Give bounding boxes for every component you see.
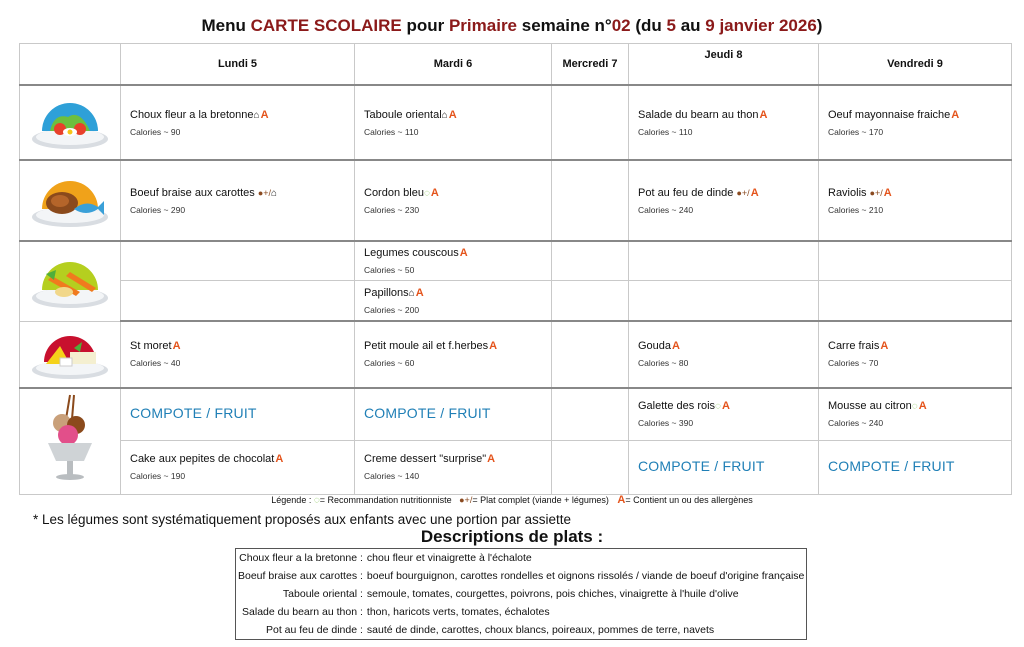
dish-name [130, 340, 345, 352]
allergen-icon: A [617, 494, 626, 506]
dish-label: Papillons [364, 286, 409, 299]
compote-fruit-label: COMPOTE / FRUIT [638, 458, 765, 475]
day-header: Mercredi 7 [552, 44, 629, 86]
description-row [236, 603, 807, 621]
compote-fruit-label: COMPOTE / FRUIT [364, 405, 491, 422]
dish-label: Boeuf braise aux carottes [130, 186, 255, 199]
dish-name [364, 453, 542, 465]
calories: Calories ~ 140 [364, 471, 420, 482]
menu-cell [121, 440, 355, 494]
meat-fish-plate-icon [20, 160, 121, 241]
title-text: ) [816, 16, 823, 35]
allergen-icon: A [672, 340, 680, 353]
dish-name [364, 109, 542, 121]
menu-cell [629, 440, 819, 494]
meat-carrot-icon: ●+/ [459, 495, 473, 505]
compote-fruit-label: COMPOTE / FRUIT [828, 458, 955, 475]
chef-hat-icon: ⌂ [253, 109, 260, 121]
empty-cell [629, 241, 819, 281]
meat-carrot-icon: ●+/ [869, 187, 883, 198]
dish-name [638, 109, 809, 121]
dish-name [364, 247, 542, 259]
calories: Calories ~ 60 [364, 358, 415, 369]
calories: Calories ~ 230 [364, 204, 420, 215]
description-value: boeuf bourguignon, carottes rondelles et oignons rissolés / viande de boeuf d'origine française [366, 570, 805, 582]
allergen-icon: A [489, 340, 498, 353]
chef-hat-icon: ⌂ [441, 109, 448, 121]
empty-cell [552, 321, 629, 388]
menu-cell [121, 388, 355, 441]
dish-label: Oeuf mayonnaise fraiche [828, 108, 951, 121]
empty-cell [819, 281, 1012, 322]
menu-cell [121, 160, 355, 241]
allergen-icon: A [459, 247, 468, 259]
vegetables-note: * Les légumes sont systématiquement proposés aux enfants avec une portion par assiette [33, 512, 572, 527]
dish-name [130, 109, 345, 121]
title-text: 9 janvier 2026 [705, 16, 817, 35]
dish-label: Legumes couscous [364, 247, 459, 259]
allergen-icon: A [880, 340, 889, 353]
allergen-icon: A [883, 186, 892, 199]
title-text: Menu [201, 16, 251, 35]
menu-cell [355, 440, 552, 494]
menu-cell [121, 321, 355, 388]
corner-cell [20, 44, 121, 86]
calories: Calories ~ 110 [364, 126, 419, 137]
calories: Calories ~ 240 [638, 204, 694, 215]
empty-cell [552, 241, 629, 281]
legend-full: = Plat complet (viande + légumes) [472, 495, 609, 505]
menu-cell [819, 440, 1012, 494]
dish-name [828, 400, 1002, 412]
dish-label: Salade du bearn au thon [638, 108, 759, 121]
title-text: (du [630, 16, 667, 35]
accomp-row [20, 241, 1012, 281]
day-header: Jeudi 8 [629, 44, 819, 86]
title-text: 02 [611, 16, 631, 35]
description-key: Pot au feu de dinde : [265, 624, 363, 636]
vegetables-plate-icon [20, 241, 121, 321]
dish-name [828, 109, 1002, 121]
calories: Calories ~ 40 [130, 358, 181, 369]
menu-cell [629, 321, 819, 388]
title-text: 5 [666, 16, 676, 35]
empty-cell [552, 440, 629, 494]
calories: Calories ~ 210 [828, 204, 884, 215]
description-key: Choux fleur a la bretonne : [239, 552, 363, 564]
dish-name [828, 340, 1002, 352]
title-text: semaine n° [517, 16, 612, 35]
description-row [236, 585, 807, 603]
entree-row [20, 85, 1012, 160]
empty-cell [629, 281, 819, 322]
apple-leaf-icon: ◌ [313, 495, 320, 506]
dish-name [130, 187, 345, 199]
dish-label: Taboule oriental [364, 108, 442, 121]
menu-cell [355, 85, 552, 160]
compote-fruit-label: COMPOTE / FRUIT [130, 405, 257, 422]
allergen-icon: A [487, 453, 496, 466]
menu-cell [355, 388, 552, 441]
allergen-icon: A [172, 340, 181, 353]
chef-hat-icon: ⌂ [408, 287, 415, 299]
dish-label: Pot au feu de dinde [638, 186, 734, 199]
description-row [236, 621, 807, 640]
meat-carrot-icon: ●+/ [736, 187, 750, 198]
day-header: Lundi 5 [121, 44, 355, 86]
cheese-plate-icon [20, 321, 121, 388]
apple-leaf-icon: ◌ [423, 187, 430, 199]
empty-cell [552, 160, 629, 241]
calories: Calories ~ 110 [638, 126, 693, 137]
empty-cell [552, 281, 629, 322]
day-header: Vendredi 9 [819, 44, 1012, 86]
dish-name [364, 340, 542, 352]
ice-cream-cup-icon [20, 388, 121, 495]
calories: Calories ~ 170 [828, 126, 884, 137]
description-row [236, 567, 807, 585]
allergen-icon: A [918, 400, 927, 413]
allergen-icon: A [951, 108, 960, 121]
dish-label: Galette des rois [638, 400, 716, 413]
menu-table [19, 43, 1012, 495]
page-title [0, 16, 1024, 36]
day-header: Mardi 6 [355, 44, 552, 86]
dish-name [364, 187, 542, 199]
chef-hat-icon: ⌂ [271, 187, 278, 199]
dish-label: Gouda [638, 340, 672, 353]
description-row [236, 549, 807, 568]
dish-label: St moret [130, 340, 172, 353]
description-key: Taboule oriental : [282, 588, 363, 600]
menu-cell [121, 85, 355, 160]
dish-label: Petit moule ail et f.herbes [364, 340, 489, 353]
allergen-icon: A [722, 400, 730, 413]
dish-name [638, 340, 809, 352]
allergen-icon: A [275, 453, 284, 466]
dessert-row [20, 388, 1012, 441]
calories: Calories ~ 90 [130, 126, 181, 137]
fromage-row [20, 321, 1012, 388]
descriptions-table [235, 548, 807, 640]
dish-name [364, 287, 542, 299]
menu-cell [355, 241, 552, 281]
calories: Calories ~ 200 [364, 304, 420, 315]
description-key: Boeuf braise aux carottes : [238, 570, 363, 582]
legend [0, 494, 1024, 506]
empty-cell [121, 281, 355, 322]
calories: Calories ~ 390 [638, 418, 694, 429]
meat-carrot-icon: ●+/ [257, 187, 272, 198]
menu-cell [629, 388, 819, 441]
plat-row [20, 160, 1012, 241]
calories: Calories ~ 70 [828, 358, 879, 369]
allergen-icon: A [430, 186, 439, 199]
accomp-row-2 [20, 281, 1012, 322]
allergen-icon: A [260, 108, 269, 121]
empty-cell [552, 388, 629, 441]
menu-cell [355, 160, 552, 241]
calories: Calories ~ 290 [130, 204, 186, 215]
apple-leaf-icon: ◌ [715, 401, 721, 413]
description-value: chou fleur et vinaigrette à l'échalote [366, 552, 532, 564]
menu-cell [819, 85, 1012, 160]
allergen-icon: A [415, 286, 424, 299]
menu-cell [819, 321, 1012, 388]
title-text: CARTE SCOLAIRE [250, 16, 402, 35]
description-value: semoule, tomates, courgettes, poivrons, pois chiches, vinaigrette à l'huile d'olive [366, 588, 739, 600]
dish-name [638, 187, 809, 199]
menu-cell [819, 160, 1012, 241]
title-text: Primaire [448, 16, 518, 35]
allergen-icon: A [750, 186, 759, 199]
empty-cell [121, 241, 355, 281]
title-text: au [675, 16, 706, 35]
dish-label: Carre frais [828, 340, 880, 353]
header-row [20, 44, 1012, 86]
description-value: sauté de dinde, carottes, choux blancs, poireaux, pommes de terre, navets [366, 624, 715, 636]
menu-cell [355, 281, 552, 322]
descriptions-title: Descriptions de plats : [420, 527, 604, 546]
menu-cell [629, 85, 819, 160]
dish-label: Cake aux pepites de chocolat [130, 453, 275, 466]
title-text: pour [401, 16, 449, 35]
allergen-icon: A [759, 108, 768, 121]
dish-name [638, 400, 809, 412]
dish-label: Mousse au citron [828, 400, 912, 413]
legend-reco: = Recommandation nutritionniste [319, 495, 452, 505]
empty-cell [552, 85, 629, 160]
description-key: Salade du bearn au thon : [242, 606, 363, 618]
dish-label: Choux fleur a la bretonne [130, 108, 254, 121]
description-value: thon, haricots verts, tomates, échalotes [366, 606, 550, 618]
allergen-icon: A [448, 108, 457, 121]
dish-name [130, 453, 345, 465]
dish-label: Creme dessert "surprise" [364, 453, 487, 466]
menu-cell [355, 321, 552, 388]
menu-cell [629, 160, 819, 241]
legend-allergen: = Contient un ou des allergènes [625, 495, 753, 505]
calories: Calories ~ 50 [364, 265, 415, 275]
empty-cell [819, 241, 1012, 281]
dish-label: Cordon bleu [364, 186, 424, 199]
dish-name [828, 187, 1002, 199]
salad-plate-icon [20, 85, 121, 160]
calories: Calories ~ 240 [828, 418, 884, 429]
dish-label: Raviolis [828, 186, 867, 199]
apple-leaf-icon: ◌ [911, 401, 918, 413]
calories: Calories ~ 80 [638, 358, 689, 369]
menu-cell [819, 388, 1012, 441]
legend-prefix: Légende : [271, 495, 314, 505]
dessert-row-2 [20, 440, 1012, 494]
calories: Calories ~ 190 [130, 471, 186, 482]
